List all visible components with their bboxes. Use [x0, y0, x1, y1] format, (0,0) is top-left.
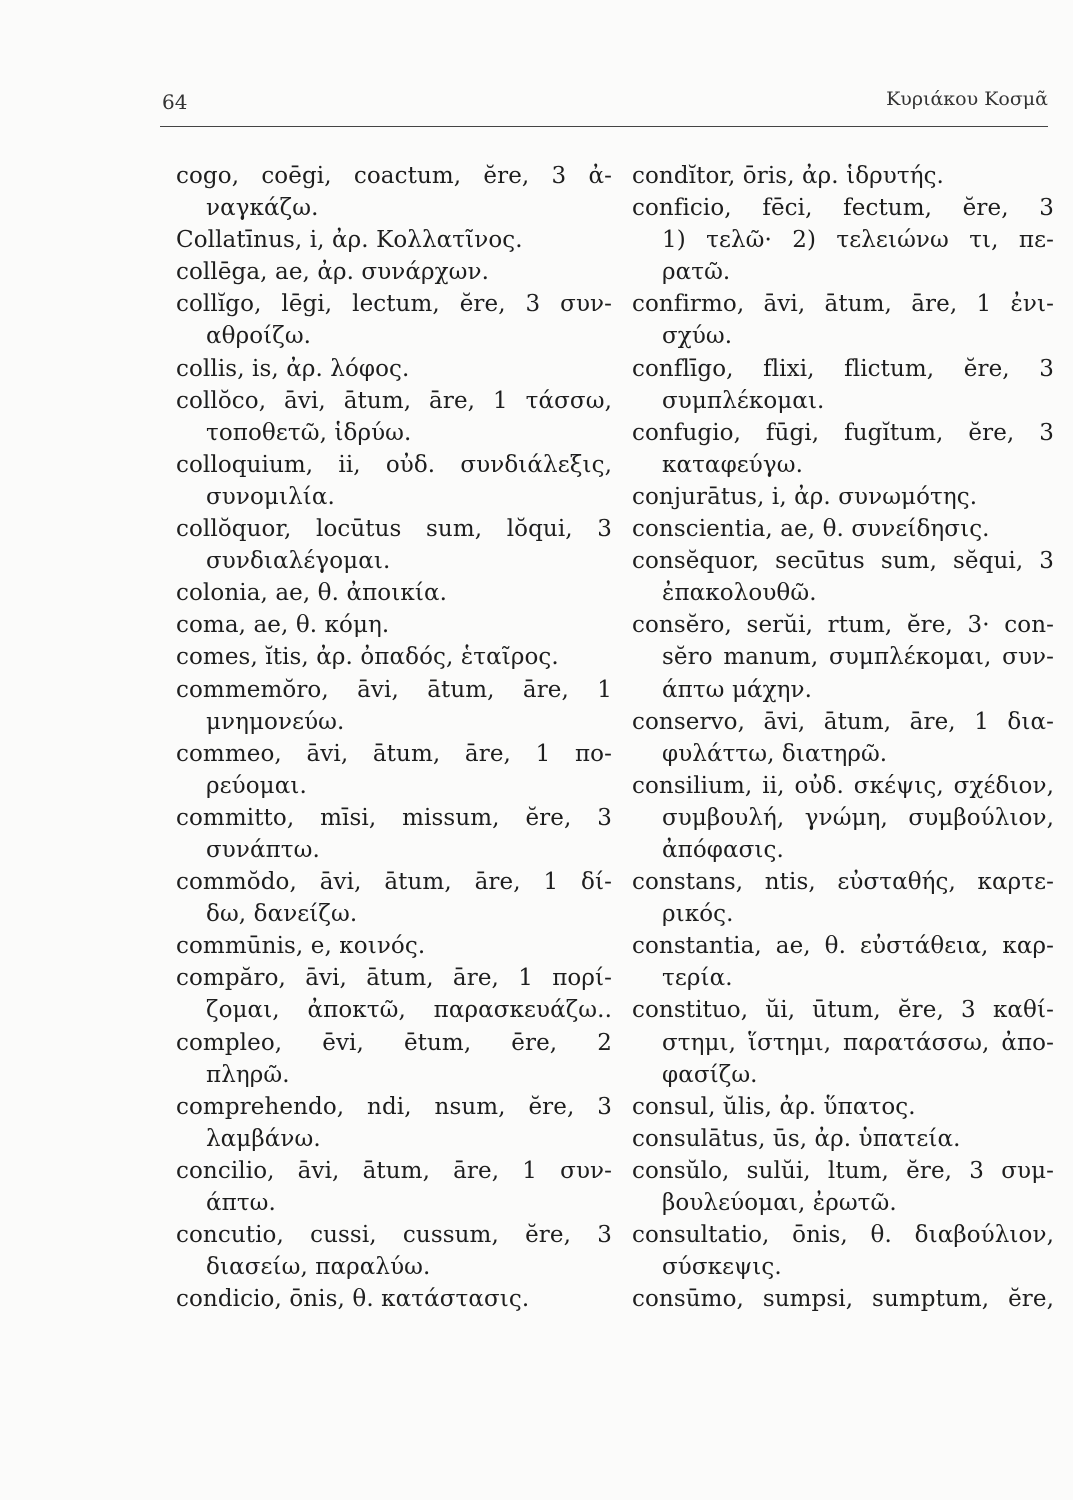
entry-continuation-line: συνάπτω. [206, 836, 320, 863]
entry-line: constituo, ŭi, ūtum, ĕre, 3 καθί- [632, 997, 1054, 1024]
entry-continuation-line: sĕro manum, συμπλέκομαι, συν- [662, 644, 1054, 671]
left-column [176, 160, 612, 1315]
entry-continuation-line: λαμβάνω. [206, 1125, 321, 1152]
entry-line: comprehendo, ndi, nsum, ĕre, 3 [176, 1093, 612, 1120]
entry-line: commemŏro, āvi, ātum, āre, 1 [176, 676, 612, 703]
entry-line: collĭgo, lēgi, lectum, ĕre, 3 συν- [176, 291, 612, 318]
entry-line: concilio, āvi, ātum, āre, 1 συν- [176, 1157, 612, 1184]
entry-line: conscientia, ae, θ. συνείδησις. [632, 516, 990, 543]
entry-line: collis, is, ἀρ. λόφος. [176, 355, 410, 382]
entry-continuation-line: σύσκεψις. [662, 1254, 782, 1281]
entry-continuation-line: βουλεύομαι, ἐρωτῶ. [662, 1190, 897, 1216]
entry-line: consultatio, ōnis, θ. διαβούλιον, [632, 1222, 1054, 1249]
entry-line: consĕro, serŭi, rtum, ĕre, 3· con- [632, 612, 1054, 639]
entry-line: conficio, fēci, fectum, ĕre, 3 [632, 195, 1054, 222]
entry-continuation-line: ρικός. [662, 901, 734, 928]
entry-continuation-line: συνδιαλέγομαι. [206, 548, 391, 575]
header-rule [160, 126, 1048, 127]
page-number: 64 [162, 90, 188, 114]
entry-line: confugio, fūgi, fugĭtum, ĕre, 3 [632, 419, 1054, 446]
entry-line: consilium, ii, οὐδ. σκέψις, σχέδιον, [632, 772, 1054, 799]
entry-line: compleo, ēvi, ētum, ēre, 2 [176, 1029, 612, 1056]
entry-continuation-line: τοποθετῶ, ἱδρύω. [206, 419, 412, 446]
entry-line: consūmo, sumpsi, sumptum, ĕre, [632, 1286, 1054, 1313]
entry-continuation-line: σχύω. [662, 323, 733, 350]
entry-line: comes, ĭtis, ἀρ. ὀπαδός, ἑταῖρος. [176, 644, 559, 671]
entry-line: consulātus, ūs, ἀρ. ὑπατεία. [632, 1125, 961, 1152]
entry-line: consul, ŭlis, ἀρ. ὕπατος. [632, 1093, 916, 1120]
entry-line: conflīgo, flixi, flictum, ĕre, 3 [632, 355, 1054, 382]
right-column [632, 160, 1054, 1315]
entry-line: commūnis, e, κοινός. [176, 933, 426, 960]
entry-line: cogo, coēgi, coactum, ĕre, 3 ἀ- [176, 163, 612, 189]
page-header [162, 78, 1048, 118]
entry-continuation-line: δω, δανείζω. [206, 901, 358, 928]
entry-line: commŏdo, āvi, ātum, āre, 1 δί- [176, 869, 612, 896]
entry-line: consĕquor, secūtus sum, sĕqui, 3 [632, 548, 1054, 575]
entry-continuation-line: φυλάττω, διατηρῶ. [662, 740, 888, 767]
entry-line: collēga, ae, ἀρ. συνάρχων. [176, 259, 490, 286]
entry-line: compăro, āvi, ātum, āre, 1 πορί- [176, 965, 612, 992]
entry-continuation-line: στημι, ἵστημι, παρατάσσω, ἀπο- [662, 1029, 1054, 1056]
entry-line: condĭtor, ōris, ἀρ. ἱδρυτής. [632, 163, 944, 189]
entry-line: constantia, ae, θ. εὐστάθεια, καρ- [632, 933, 1054, 960]
entry-continuation-line: ἐπακολουθῶ. [662, 580, 817, 607]
entry-line: conservo, āvi, ātum, āre, 1 δια- [632, 708, 1054, 735]
entry-continuation-line: διασείω, παραλύω. [206, 1254, 431, 1281]
entry-line: consŭlo, sulŭi, ltum, ĕre, 3 συμ- [632, 1157, 1054, 1184]
entry-line: Collatīnus, i, ἀρ. Κολλατῖνος. [176, 227, 523, 254]
entry-line: colloquium, ii, οὐδ. συνδιάλεξις, [176, 451, 612, 478]
entry-line: constans, ntis, εὐσταθής, καρτε- [632, 869, 1054, 896]
entry-continuation-line: ρεύομαι. [206, 772, 307, 799]
entry-line: condicio, ōnis, θ. κατάστασις. [176, 1286, 530, 1313]
entry-continuation-line: ναγκάζω. [206, 195, 319, 222]
entry-line: commeo, āvi, ātum, āre, 1 πο- [176, 740, 612, 767]
entry-line: collŏquor, locūtus sum, lŏqui, 3 [176, 516, 612, 543]
entry-continuation-line: μνημονεύω. [206, 708, 345, 735]
entry-continuation-line: άπτω μάχην. [662, 676, 813, 703]
entry-continuation-line: τερία. [662, 965, 733, 992]
entry-continuation-line: πληρῶ. [206, 1061, 290, 1088]
entry-continuation-line: ζομαι, ἀποκτῶ, παρασκευάζω.. [206, 997, 612, 1024]
entry-continuation-line: αθροίζω. [206, 323, 312, 350]
entry-continuation-line: άπτω. [206, 1190, 276, 1216]
entry-line: concutio, cussi, cussum, ĕre, 3 [176, 1222, 612, 1249]
entry-line: confirmo, āvi, ātum, āre, 1 ἐνι- [632, 291, 1054, 318]
entry-continuation-line: ρατῶ. [662, 259, 731, 286]
running-head: Κυριάκου Κοσμᾶ [886, 88, 1048, 110]
entry-line: collŏco, āvi, ātum, āre, 1 τάσσω, [176, 387, 612, 414]
entry-continuation-line: συνομιλία. [206, 483, 335, 510]
entry-continuation-line: συμβουλή, γνώμη, συμβούλιον, [662, 804, 1054, 831]
entry-continuation-line: 1) τελῶ· 2) τελειώνω τι, πε- [662, 227, 1054, 254]
entry-line: conjurātus, i, ἀρ. συνωμότης. [632, 483, 978, 510]
entry-line: colonia, ae, θ. ἀποικία. [176, 580, 447, 607]
entry-line: coma, ae, θ. κόμη. [176, 612, 390, 639]
entry-continuation-line: ἀπόφασις. [662, 836, 784, 863]
entry-continuation-line: φασίζω. [662, 1061, 758, 1088]
entry-continuation-line: συμπλέκομαι. [662, 387, 825, 414]
entry-continuation-line: καταφεύγω. [662, 451, 803, 478]
entry-line: committo, mīsi, missum, ĕre, 3 [176, 804, 612, 831]
